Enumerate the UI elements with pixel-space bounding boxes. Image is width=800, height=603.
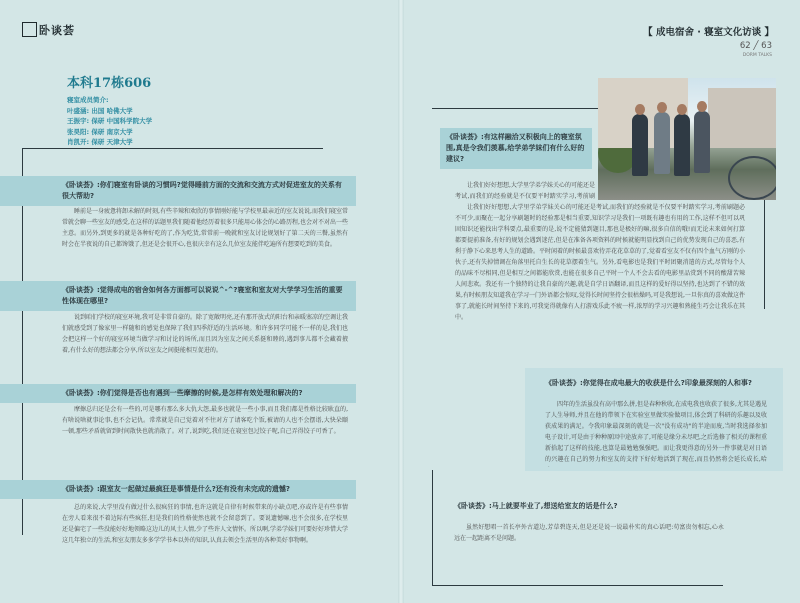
member-item: 王振宇: 保研 中国科学院大学 bbox=[67, 117, 153, 125]
building-shape bbox=[708, 88, 776, 148]
answer-paragraph: 说到咱们学校的寝室环境,我可是非常自豪的。除了宽敞明亮,还有那开放式的阳台和亲暖塞凉的空调让我们就感受到了像家里一样随和的感觉也保障了我们四季舒适的生活环境。和许多同学可能不一样的是,我们也会把这样一个好的寝室环境当做学习和讨论的场所,而且因为室友之间关系挺和睦的,遇到事儿都不会藏着掖着,有什么好的想法都会分享,所以室友之间挺能相互促进的。 bbox=[62, 314, 348, 354]
member-item: 叶盛涵: 出国 哈佛大学 bbox=[67, 106, 133, 115]
member-item: 肖凯开: 保研 天津大学 bbox=[67, 138, 133, 146]
answer-paragraph-continued: 让我们好好想想,大学里学弟学妹关心的可能还是考试,而我们的经验就是不仅要平时踏实学习,考前刷题必不可少,而聚在一起分享刷题时的经验那是相当重要,知识学习是我们一项既有趣也有用的工作,这样不但可以巩固知识还能找出学科要点,最重要的是,说不定能猜到题目,那也是极好的嘛,很多自信的哦!而无论未来如何打算都要提前准备,有好的规划会遇到迷茫,但是在准备各项资料的时候就能明显找到自己的优势发现自己的喜恶,有利于静下心来思考人生的道路。平时闲着的时候最喜欢待弄花花草草的了,觉着看室友不仅有四个血气方刚的小伙子,还有失掉情调在角落里托自生长的花草摆着生气。另外,看电影也是我们平时团聚消遣的方式,尽管每个人的品味不尽相同,但是相互之间都能欣赏,也能在很多自己平时一个人不会去看的电影里品赏到不同的酸甜苦辣人间悲欢。我还有一个独特的让我自豪的兴趣,就是自学日语翻译,而且这样的爱好得以坚持,也达到了不错的效果,有时候朋友知道我在学习一门外语都会惊叹,觉得长时间坚持会很枯燥吗,可是我想说,一旦你真的喜欢做这件事了,就能长时间坚持下来的,可我觉得就像有人打游戏乐此不疲一样,浓厚的学习兴趣和熟能生巧会让我乐在其中。 bbox=[455, 204, 745, 321]
person-head bbox=[697, 101, 707, 112]
person-head bbox=[657, 102, 667, 113]
question-bar: 《卧谈荟》:跟室友一起做过最疯狂是事情是什么?还有没有未完成的遗憾? bbox=[0, 480, 356, 499]
page-subnote: DORM TALKS bbox=[742, 53, 772, 58]
question-bar: 《卧谈荟》:你们寝室有卧谈的习惯吗?觉得睡前方面的交流和交流方式对促进室友的关系有很大帮助? bbox=[0, 176, 356, 206]
question-bar: 《卧谈荟》:你们觉得是否也有遇到一些摩擦的时候,是怎样有效处理和解决的? bbox=[0, 384, 356, 403]
answer-paragraph: 虽然好想唱一首长亭外古道边,芳草碧连天,但是还是说一说最朴实的真心话吧:苟富贵勿相忘,心永远在一起距离不是问题。 bbox=[454, 524, 724, 542]
answer-paragraph: 让我们好好想想,大学里学弟学妹关心的可能还是考试,而我们的经验就是不仅要平时踏实学习,考前刷 bbox=[455, 182, 595, 200]
page-gutter bbox=[398, 0, 404, 603]
logo-text: 卧谈荟 bbox=[39, 24, 75, 37]
person-head bbox=[677, 104, 687, 115]
dorm-group-photo bbox=[598, 78, 776, 200]
answer-paragraph: 总的来说,大学里没有做过什么很疯狂的事情,也许这就是自律有时候带来的小缺点吧,亦或许是有些事情在旁人看来很不着边际有些疯狂,但是我们的性格使然也就不会留意到了。要说遗憾嘛,也不会很多,在学校里还是偏宅了一些没能好好地领略这边儿的风土人情,少了些许人文情怀。所以啊,学弟学妹们可要好好珍惜大学这几年独立的生活,和室友朋友多多学学书本以外的知识,认真去领会生活里的各种美好事物啊。 bbox=[62, 504, 348, 544]
question-bar: 《卧谈荟》:有这样融洽又积极向上的寝室氛围,真是令我们羡慕,给学弟学妹们有什么好的建议? bbox=[440, 128, 592, 169]
dorm-title: 本科17栋606 bbox=[67, 76, 152, 91]
person-head bbox=[635, 104, 645, 115]
question-bar: 《卧谈荟》:马上就要毕业了,想送给室友的话是什么? bbox=[454, 502, 618, 510]
question-bar: 《卧谈荟》:你觉得在成电最大的收获是什么?印象最深刻的人和事? bbox=[545, 379, 752, 387]
bicycle-shape bbox=[728, 156, 776, 200]
person-figure bbox=[674, 114, 690, 176]
page-number: 62 ╱ 63 bbox=[739, 41, 772, 51]
person-figure bbox=[632, 114, 648, 176]
answer-paragraph: 四年的生活虽没有高中那么拼,但是春种秋收,在成电我也收获了很多,尤其是遇见了人生导师,并且在他的带领下在实验室里做实验做项目,体会到了科研的乐趣以及收获成果的满足。令我印象最深刻的就是一次"没有成功"的半途而废,当时我选择参加电子设计,可是由于种种原因中途放弃了,可能是缘分未尽吧,之后选修了相关的课程重新拾起了这样的技能,也算是最勉勉强强吧。而让我更得意的另外一件事就是对日语的兴趣在自己的努力和室友的支持下好好地活到了现在,而且仍然将会延长成长,哈 bbox=[545, 401, 767, 463]
answer-paragraph: 摩擦总归还是会有一些的,可是哪有那么多大仇大怨,最多也就是一些小事,而且我们都是性格比较耿直的,有啥说啥就事论事,也不会记仇。常常就是自己觉着对不往对方了请客吃个饭,被请的人也不会摆谱,大快朵颐一顿,那些矛盾就留到时间散快也就消散了。对了,说到吃,我们还在寝室包过饺子呢,自己弄得饺子可香了。 bbox=[62, 406, 348, 435]
magazine-logo bbox=[22, 22, 75, 38]
section-title: 【 成电宿舍 · 寝室文化访谈 】 bbox=[643, 27, 774, 38]
members-heading: 寝室成员简介: bbox=[67, 96, 109, 104]
person-figure bbox=[694, 111, 710, 173]
person-figure bbox=[654, 112, 670, 174]
logo-icon bbox=[22, 22, 37, 37]
question-box-right bbox=[525, 368, 783, 471]
member-list bbox=[67, 95, 152, 148]
answer-paragraph: 睡前是一身疲惫将卸未解的时刻,有些辛辣和欢欣的事情刚好能与学校里最亲近的室友说说,而我们寝室常常就会聊一些室友的感受,在这样的话题里我们随着他经历着很多只能用心体会的心路历程,也会对不对出一些主意。而另外,到更多的就是各种好吃的了,作为吃货,常常前一晚就和室友讨论规划好了第二天的三餐,虽然有时会在半夜说的自己都馋饿了,但还是会很开心,也很庆幸有这么几位室友能伴吃遍所有想要吃到的美食。 bbox=[62, 208, 348, 248]
member-item: 张昊阳: 保研 南京大学 bbox=[67, 127, 133, 136]
question-bar: 《卧谈荟》:觉得成电的宿舍如何各方面都可以说说^-^?寝室和室友对大学学习生活的重要性体现在哪里? bbox=[0, 281, 356, 311]
